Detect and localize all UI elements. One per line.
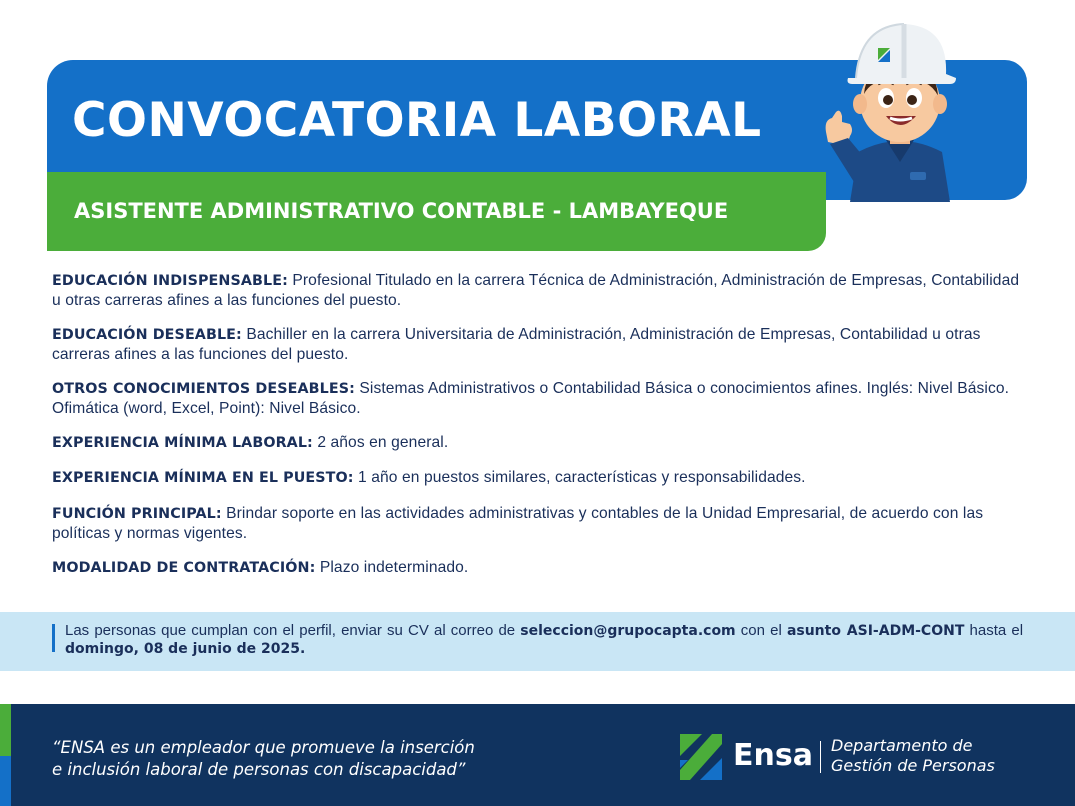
email-subject: asunto ASI-ADM-CONT bbox=[786, 623, 965, 639]
requirement-contract-type: MODALIDAD DE CONTRATACIÓN: Plazo indeterminado. bbox=[52, 559, 469, 576]
mascot-illustration bbox=[820, 12, 980, 202]
footer bbox=[0, 704, 1075, 806]
notice-accent-bar bbox=[52, 624, 55, 652]
page-title: CONVOCATORIA LABORAL bbox=[72, 93, 762, 148]
notice-text: Las personas que cumplan con el perfil, enviar su CV al correo de seleccion@grupocapta.com con el asunto ASI-ADM-CONT hasta el domingo, 08 de junio de 2025. bbox=[65, 622, 1024, 657]
requirement-main-function: FUNCIÓN PRINCIPAL: Brindar soporte en las actividades administrativas y contables de la Unidad Empresarial, de acuerdo con las políticas y normas vigentes. bbox=[52, 505, 984, 542]
requirement-position-experience: EXPERIENCIA MÍNIMA EN EL PUESTO: 1 año en puestos similares, características y responsabilidades. bbox=[52, 469, 806, 486]
job-title: ASISTENTE ADMINISTRATIVO CONTABLE - LAMBAYEQUE bbox=[74, 199, 729, 223]
application-email[interactable]: seleccion@grupocapta.com bbox=[520, 623, 736, 639]
logo-divider bbox=[820, 741, 821, 773]
requirement-min-experience: EXPERIENCIA MÍNIMA LABORAL: 2 años en general. bbox=[52, 434, 449, 451]
footer-stripe bbox=[0, 704, 11, 806]
deadline: domingo, 08 de junio de 2025. bbox=[65, 641, 306, 657]
requirement-other-knowledge: OTROS CONOCIMIENTOS DESEABLES: Sistemas Administrativos o Contabilidad Básica o conocimientos afines. Inglés: Nivel Básico. Ofimática (word, Excel, Point): Nivel Básico. bbox=[52, 380, 1010, 417]
application-notice bbox=[0, 612, 1075, 671]
ensa-logo-icon bbox=[680, 734, 722, 780]
requirement-education-required: EDUCACIÓN INDISPENSABLE: Profesional Titulado en la carrera Técnica de Administración, Administración de Empresas, Contabilidad u otras carreras afines a las funciones del puesto. bbox=[52, 272, 1020, 309]
department-name: Departamento de Gestión de Personas bbox=[831, 736, 995, 775]
brand-name: Ensa bbox=[733, 738, 813, 773]
inclusion-quote: “ENSA es un empleador que promueve la inserción e inclusión laboral de personas con discapacidad” bbox=[52, 738, 475, 779]
requirement-education-desired: EDUCACIÓN DESEABLE: Bachiller en la carrera Universitaria de Administración, Administración de Empresas, Contabilidad u otras carreras afines a las funciones del puesto. bbox=[52, 326, 981, 363]
